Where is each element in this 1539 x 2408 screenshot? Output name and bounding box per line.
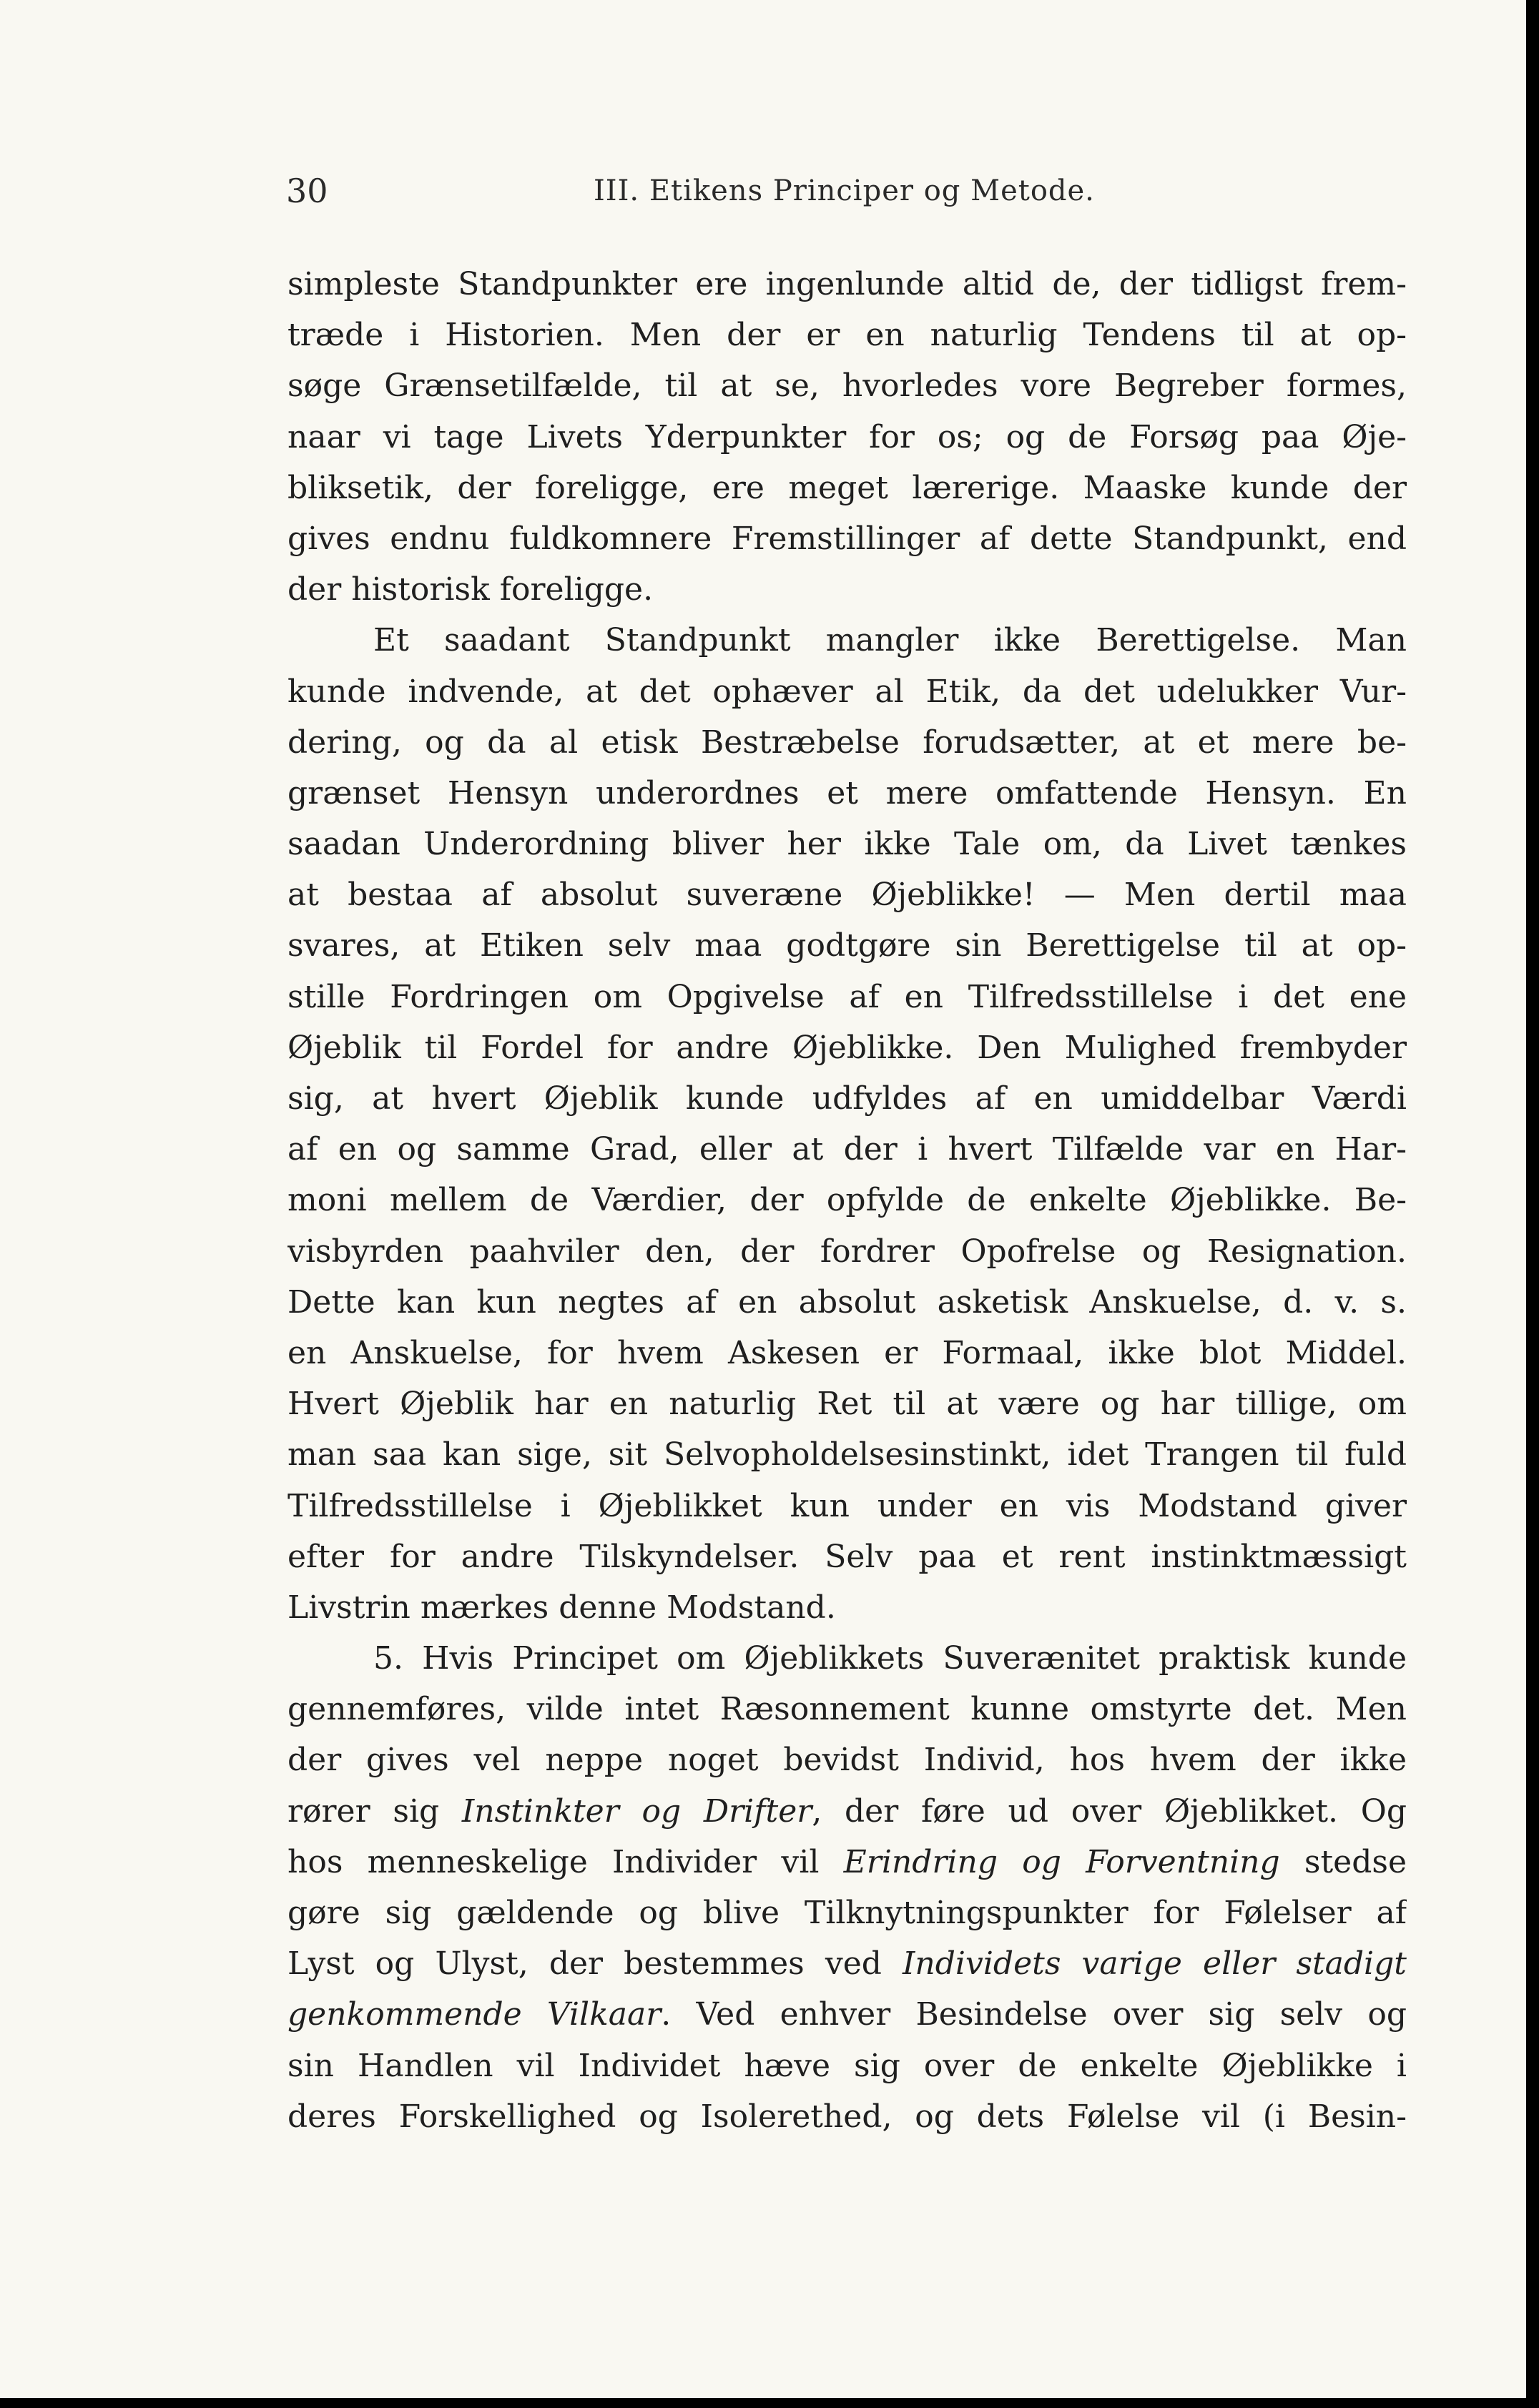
text-line [287,412,1407,463]
text-line [287,1481,1407,1531]
line-text: Lyst og Ulyst, der bestemmes ved [287,1945,903,1983]
line-text: Øjeblik til Fordel for andre Øjeblikke. Den Mulighed frembyder [287,1029,1407,1066]
line-text: en Anskuelse, for hvem Askesen er Formaal, ikke blot Middel. [287,1334,1407,1371]
text-line [287,1073,1407,1124]
line-text: , der føre ud over Øjeblikket. Og [812,1792,1407,1830]
italic-text: genkommende Vilkaar [287,1996,662,2033]
line-text: gøre sig gældende og blive Tilknytningspunkter for Følelser af [287,1895,1407,1931]
line-text: Et saadant Standpunkt mangler ikke Berettigelse. Man [373,622,1407,659]
text-line [287,1378,1407,1429]
text-line [287,564,1407,615]
text-line [287,2091,1407,2142]
italic-text: Erindring og Forventning [843,1843,1280,1880]
text-line [287,717,1407,768]
text-line [287,1328,1407,1378]
line-text: Hvert Øjeblik har en naturlig Ret til at være og har tillige, om [287,1386,1407,1423]
text-line [287,1022,1407,1073]
text-line [287,1989,1407,2040]
text-line [287,1684,1407,1735]
line-text: af en og samme Grad, eller at der i hvert Tilfælde var en Har- [287,1131,1407,1168]
text-line [287,972,1407,1022]
text-line [287,1531,1407,1582]
line-text: at bestaa af absolut suveræne Øjeblikke! — Men dertil maa [287,877,1407,914]
line-text: sig, at hvert Øjeblik kunde udfyldes af en umiddelbar Værdi [287,1080,1407,1117]
line-text: sin Handlen vil Individet hæve sig over de enkelte Øjeblikke i [287,2047,1407,2084]
text-line [287,1786,1407,1837]
text-line [287,869,1407,920]
text-line [287,615,1407,666]
line-text: hos menneskelige Individer vil [287,1843,844,1880]
text-line [287,360,1407,411]
italic-text: Individets varige eller stadigt [903,1945,1407,1983]
italic-text: Instinkter og Drifter [461,1792,812,1830]
line-text: gennemføres, vilde intet Ræsonnement kunne omstyrte det. Men [287,1691,1407,1728]
line-text: Dette kan kun negtes af en absolut asketisk Anskuelse, d. v. s. [287,1283,1407,1321]
body-text [287,259,1407,2142]
line-text: gives endnu fuldkomnere Fremstillinger af dette Standpunkt, end [287,520,1407,557]
line-text: man saa kan sige, sit Selvopholdelsesinstinkt, idet Trangen til fuld [287,1436,1407,1474]
line-text: naar vi tage Livets Yderpunkter for os; og de Forsøg paa Øje- [287,418,1407,455]
line-text: træde i Historien. Men der er en naturlig Tendens til at op- [287,317,1407,354]
running-title: III. Etikens Principer og Metode. [594,174,1095,207]
line-text: moni mellem de Værdier, der opfylde de enkelte Øjeblikke. Be- [287,1182,1407,1219]
line-text: stille Fordringen om Opgivelse af en Tilfredsstillelse i det ene [287,978,1407,1015]
line-text: Tilfredsstillelse i Øjeblikket kun under en vis Modstand giver [287,1487,1407,1524]
text-line [287,1837,1407,1888]
line-text: bliksetik, der foreligge, ere meget lærerige. Maaske kunde der [287,469,1407,506]
line-text: søge Grænsetilfælde, til at se, hvorledes vore Begreber formes, [287,367,1407,405]
text-line [287,1277,1407,1328]
text-line [287,2041,1407,2091]
line-text: simpleste Standpunkter ere ingenlunde altid de, der tidligst frem- [287,266,1407,302]
line-text: svares, at Etiken selv maa godtgøre sin Berettigelse til at op- [287,927,1407,964]
text-line [287,1735,1407,1785]
line-text: deres Forskellighed og Isolerethed, og dets Følelse vil (i Besin- [287,2098,1407,2135]
text-line [287,1175,1407,1225]
line-text: Livstrin mærkes denne Modstand. [287,1589,836,1626]
text-line [287,1226,1407,1277]
text-line [287,1888,1407,1938]
line-text: visbyrden paahviler den, der fordrer Opofrelse og Resignation. [287,1233,1407,1270]
line-text: efter for andre Tilskyndelser. Selv paa et rent instinktmæssigt [287,1538,1407,1575]
line-text: saadan Underordning bliver her ikke Tale om, da Livet tænkes [287,826,1407,863]
text-line [287,768,1407,819]
text-line [287,819,1407,869]
line-text: . Ved enhver Besindelse over sig selv og [661,1996,1407,2033]
text-line [287,463,1407,513]
text-line [287,920,1407,971]
line-text: 5. Hvis Principet om Øjeblikkets Suverænitet praktisk kunde [373,1640,1407,1677]
text-line [287,1582,1407,1633]
text-line [287,1124,1407,1175]
text-line [287,259,1407,310]
text-line [287,1938,1407,1989]
line-text: rører sig [287,1792,462,1830]
text-line [287,513,1407,564]
text-line [287,1429,1407,1480]
line-text: grænset Hensyn underordnes et mere omfattende Hensyn. En [287,774,1407,811]
line-text: dering, og da al etisk Bestræbelse forudsætter, at et mere be- [287,724,1407,761]
text-line [287,666,1407,717]
page-number: 30 [286,172,328,210]
text-line [287,1633,1407,1684]
page-header [286,172,1402,222]
text-line [287,310,1407,360]
line-text: der gives vel neppe noget bevidst Individ, hos hvem der ikke [287,1742,1407,1779]
line-text: stedse [1279,1843,1407,1880]
line-text: kunde indvende, at det ophæver al Etik, da det udelukker Vur- [287,673,1407,710]
line-text: der historisk foreligge. [287,571,654,608]
